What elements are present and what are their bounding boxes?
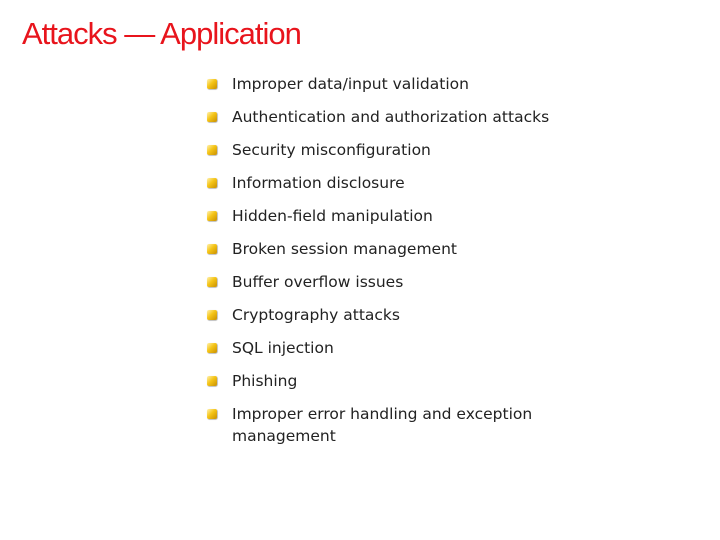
square-bullet-icon (207, 112, 217, 122)
square-bullet-icon (207, 277, 217, 287)
list-item-label: Security misconfiguration (232, 141, 431, 159)
square-bullet-icon (207, 178, 217, 188)
attack-list (206, 74, 626, 459)
square-bullet-icon (207, 145, 217, 155)
list-item (206, 74, 626, 96)
list-item-label: Information disclosure (232, 174, 405, 192)
list-item (206, 338, 626, 360)
list-item (206, 107, 626, 129)
list-item (206, 371, 626, 393)
list-item-label: Cryptography attacks (232, 306, 400, 324)
list-item-label: Improper data/input validation (232, 75, 469, 93)
list-item (206, 272, 626, 294)
list-item-label: SQL injection (232, 339, 334, 357)
list-item (206, 305, 626, 327)
list-item (206, 140, 626, 162)
square-bullet-icon (207, 343, 217, 353)
square-bullet-icon (207, 310, 217, 320)
square-bullet-icon (207, 79, 217, 89)
list-item-label: Phishing (232, 372, 298, 390)
list-item-label: Broken session management (232, 240, 457, 258)
square-bullet-icon (207, 244, 217, 254)
list-item-label: Buffer overflow issues (232, 273, 404, 291)
list-item (206, 239, 626, 261)
square-bullet-icon (207, 376, 217, 386)
page-title: Attacks — Application (22, 16, 301, 51)
square-bullet-icon (207, 409, 217, 419)
list-item-label: Hidden-field manipulation (232, 207, 433, 225)
list-item-label: Improper error handling and exception management (232, 405, 533, 445)
list-item (206, 206, 626, 228)
square-bullet-icon (207, 211, 217, 221)
list-item-label: Authentication and authorization attacks (232, 108, 550, 126)
list-item (206, 404, 626, 447)
list-item (206, 173, 626, 195)
